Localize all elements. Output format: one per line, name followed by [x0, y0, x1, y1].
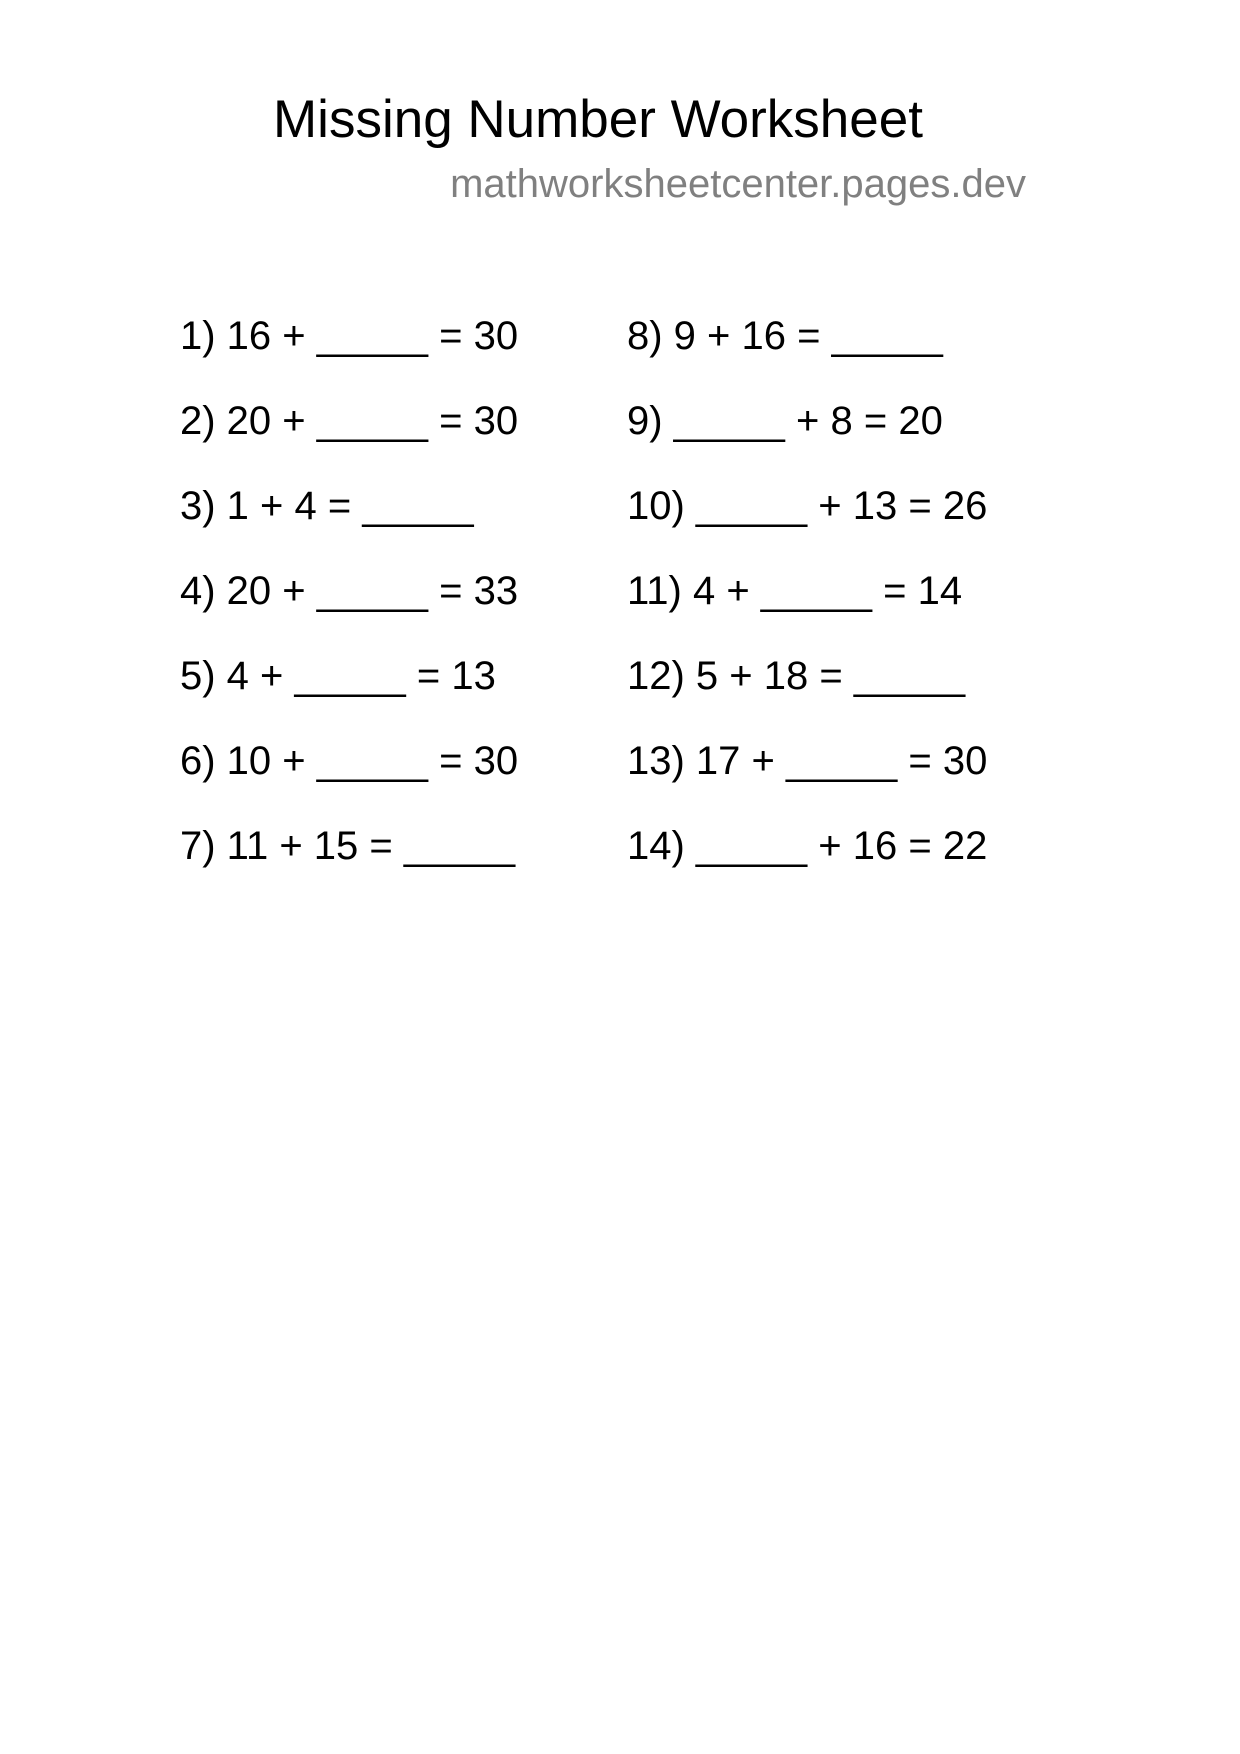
source-url: mathworksheetcenter.pages.dev — [450, 162, 1026, 206]
problem-8: 8) 9 + 16 = _____ — [627, 314, 943, 358]
problem-1: 1) 16 + _____ = 30 — [180, 314, 519, 358]
problem-7: 7) 11 + 15 = _____ — [180, 824, 516, 868]
problem-14: 14) _____ + 16 = 22 — [627, 824, 988, 868]
problem-13: 13) 17 + _____ = 30 — [627, 739, 988, 783]
problem-11: 11) 4 + _____ = 14 — [627, 569, 963, 613]
problem-6: 6) 10 + _____ = 30 — [180, 739, 519, 783]
problem-3: 3) 1 + 4 = _____ — [180, 484, 474, 528]
worksheet-title: Missing Number Worksheet — [273, 90, 923, 149]
problem-4: 4) 20 + _____ = 33 — [180, 569, 519, 613]
problem-12: 12) 5 + 18 = _____ — [627, 654, 966, 698]
problem-10: 10) _____ + 13 = 26 — [627, 484, 988, 528]
problem-2: 2) 20 + _____ = 30 — [180, 399, 519, 443]
problem-5: 5) 4 + _____ = 13 — [180, 654, 496, 698]
problem-9: 9) _____ + 8 = 20 — [627, 399, 943, 443]
